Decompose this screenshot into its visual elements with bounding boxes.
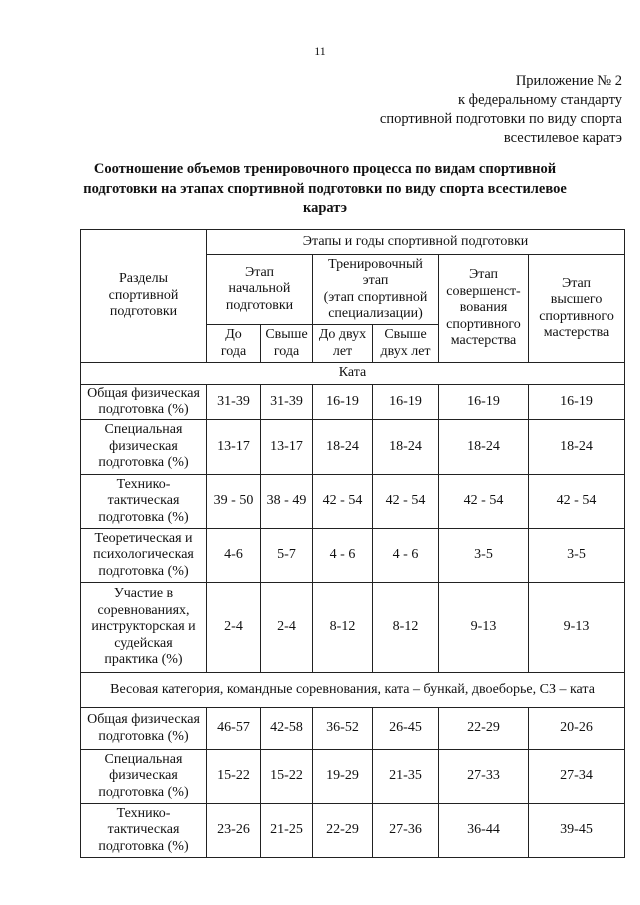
table-cell: 2-4 <box>207 583 261 673</box>
table-cell: 4 - 6 <box>373 529 439 583</box>
appendix-line: спортивной подготовки по виду спорта <box>379 111 622 127</box>
appendix-line: Приложение № 2 <box>515 73 622 89</box>
table-cell: 5-7 <box>261 529 313 583</box>
subheader-upto-year: До года <box>207 325 261 363</box>
table-row <box>81 750 625 804</box>
table-cell: 20-26 <box>529 708 625 750</box>
table-cell: 27-36 <box>373 804 439 858</box>
table-cell: 31-39 <box>207 385 261 420</box>
table-cell: 42 - 54 <box>439 475 529 529</box>
table-cell: 38 - 49 <box>261 475 313 529</box>
table-cell: 16-19 <box>313 385 373 420</box>
table-cell: 42 - 54 <box>529 475 625 529</box>
subheader-over-year: Свыше года <box>261 325 313 363</box>
table-cell: 8-12 <box>313 583 373 673</box>
table-cell: 23-26 <box>207 804 261 858</box>
table-cell: 3-5 <box>529 529 625 583</box>
appendix-line: всестилевое каратэ <box>503 130 622 146</box>
row-label: Общая физическая подготовка (%) <box>81 385 207 420</box>
table-cell: 16-19 <box>373 385 439 420</box>
table-cell: 19-29 <box>313 750 373 804</box>
sections-header-cell: Разделы спортивной подготовки <box>81 230 207 363</box>
row-label: Теоретическая и психологическая подготовка (%) <box>81 529 207 583</box>
stage-training-header: Тренировочный этап (этап спортивной специализации) <box>313 255 439 325</box>
appendix-header <box>380 72 622 148</box>
row-label: Специальная физическая подготовка (%) <box>81 750 207 804</box>
table-row <box>81 529 625 583</box>
table-cell: 15-22 <box>207 750 261 804</box>
table-cell: 3-5 <box>439 529 529 583</box>
row-label: Технико- тактическая подготовка (%) <box>81 475 207 529</box>
table-cell: 18-24 <box>313 420 373 475</box>
subheader-upto-two-years: До двух лет <box>313 325 373 363</box>
table-row <box>81 708 625 750</box>
appendix-line: к федеральному стандарту <box>458 92 622 108</box>
table-cell: 36-52 <box>313 708 373 750</box>
table-row <box>81 475 625 529</box>
table-cell: 9-13 <box>529 583 625 673</box>
subheader-over-two-years: Свыше двух лет <box>373 325 439 363</box>
title-line: каратэ <box>302 200 348 216</box>
table-cell: 27-34 <box>529 750 625 804</box>
table-cell: 46-57 <box>207 708 261 750</box>
table-cell: 8-12 <box>373 583 439 673</box>
table-cell: 42-58 <box>261 708 313 750</box>
training-ratio-table <box>80 229 625 858</box>
table-cell: 4-6 <box>207 529 261 583</box>
table-cell: 9-13 <box>439 583 529 673</box>
stage-highest-header: Этап высшего спортивного мастерства <box>529 255 625 363</box>
table-cell: 21-35 <box>373 750 439 804</box>
table-cell: 27-33 <box>439 750 529 804</box>
document-title <box>80 160 570 219</box>
page-number: 11 <box>314 44 326 58</box>
table-cell: 18-24 <box>529 420 625 475</box>
table-cell: 26-45 <box>373 708 439 750</box>
table-row <box>81 385 625 420</box>
table-cell: 15-22 <box>261 750 313 804</box>
table-cell: 18-24 <box>373 420 439 475</box>
table-cell: 16-19 <box>529 385 625 420</box>
table-cell: 42 - 54 <box>373 475 439 529</box>
section-title: Ката <box>81 363 625 385</box>
row-label: Технико- тактическая подготовка (%) <box>81 804 207 858</box>
table-cell: 39 - 50 <box>207 475 261 529</box>
table-cell: 22-29 <box>439 708 529 750</box>
table-row <box>81 804 625 858</box>
table-cell: 31-39 <box>261 385 313 420</box>
table-cell: 36-44 <box>439 804 529 858</box>
table-cell: 2-4 <box>261 583 313 673</box>
table-cell: 16-19 <box>439 385 529 420</box>
stages-title-cell: Этапы и годы спортивной подготовки <box>207 230 625 255</box>
title-line: подготовки на этапах спортивной подготовки по виду спорта всестилевое <box>83 180 567 197</box>
title-line: Соотношение объемов тренировочного процесса по видам спортивной <box>93 161 557 177</box>
stage-initial-header: Этап начальной подготовки <box>207 255 313 325</box>
table-row <box>81 420 625 475</box>
section-title: Весовая категория, командные соревнования, ката – бункай, двоеборье, СЗ – ката <box>81 673 625 708</box>
table-cell: 4 - 6 <box>313 529 373 583</box>
stage-improvement-header: Этап совершенст- вования спортивного мастерства <box>439 255 529 363</box>
table-cell: 39-45 <box>529 804 625 858</box>
table-cell: 18-24 <box>439 420 529 475</box>
row-label: Участие в соревнованиях, инструкторская и судейская практика (%) <box>81 583 207 673</box>
table-row <box>81 583 625 673</box>
row-label: Общая физическая подготовка (%) <box>81 708 207 750</box>
row-label: Специальная физическая подготовка (%) <box>81 420 207 475</box>
table-cell: 13-17 <box>261 420 313 475</box>
table-cell: 21-25 <box>261 804 313 858</box>
table-cell: 42 - 54 <box>313 475 373 529</box>
table-cell: 22-29 <box>313 804 373 858</box>
table-cell: 13-17 <box>207 420 261 475</box>
